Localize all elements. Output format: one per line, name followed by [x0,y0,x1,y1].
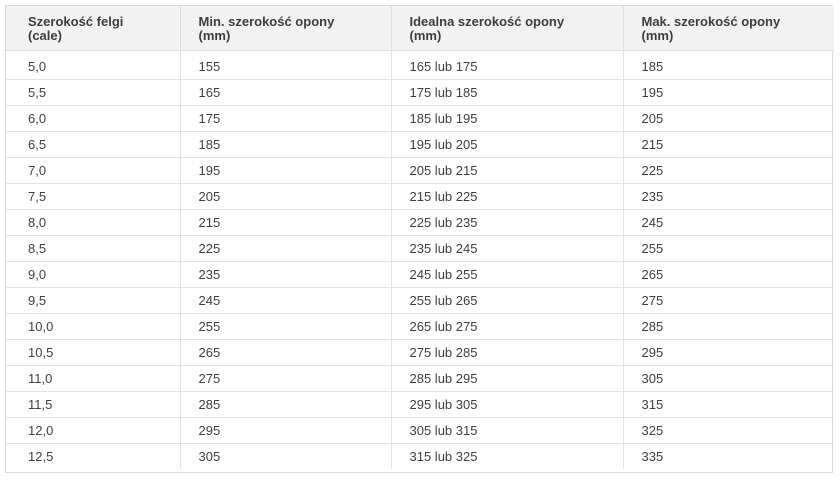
table-row [6,50,834,79]
cell-rim-width: 11,5 [6,391,180,417]
table-row [6,287,834,313]
cell-min-tire-width: 235 [180,261,391,287]
table-header [6,6,834,50]
cell-min-tire-width: 265 [180,339,391,365]
cell-ideal-tire-width: 235 lub 245 [391,235,623,261]
cell-max-tire-width: 225 [623,157,834,183]
cell-min-tire-width: 305 [180,443,391,469]
cell-min-tire-width: 215 [180,209,391,235]
cell-max-tire-width: 335 [623,443,834,469]
table-body [6,50,834,469]
cell-min-tire-width: 165 [180,79,391,105]
cell-max-tire-width: 185 [623,50,834,79]
cell-max-tire-width: 245 [623,209,834,235]
cell-max-tire-width: 205 [623,105,834,131]
cell-ideal-tire-width: 255 lub 265 [391,287,623,313]
cell-min-tire-width: 155 [180,50,391,79]
cell-min-tire-width: 175 [180,105,391,131]
cell-rim-width: 5,0 [28,59,47,74]
cell-ideal-tire-width: 275 lub 285 [391,339,623,365]
table-row [6,235,834,261]
cell-max-tire-width: 325 [623,417,834,443]
cell-max-tire-width: 315 [623,391,834,417]
table-row [6,209,834,235]
cell-min-tire-width: 285 [180,391,391,417]
cell-max-tire-width: 215 [623,131,834,157]
cell-rim-width: 10,0 [6,313,180,339]
cell-rim-width: 12,0 [6,417,180,443]
cell-max-tire-width: 275 [623,287,834,313]
cell-ideal-tire-width: 245 lub 255 [391,261,623,287]
table-row [6,313,834,339]
cell-ideal-tire-width: 165 lub 175 [391,50,623,79]
header-ideal-tire-width: Idealna szerokość opony (mm) [391,6,623,50]
table-row [6,183,834,209]
cell-rim-width: 12,5 [6,443,180,469]
header-row [6,6,834,50]
table-row [6,261,834,287]
cell-min-tire-width: 245 [180,287,391,313]
table-row [6,105,834,131]
header-max-tire-width: Mak. szerokość opony (mm) [623,6,834,50]
cell-max-tire-width: 265 [623,261,834,287]
cell-ideal-tire-width: 175 lub 185 [391,79,623,105]
cell-min-tire-width: 205 [180,183,391,209]
cell-max-tire-width: 195 [623,79,834,105]
cell-rim-width: 7,0 [6,157,180,183]
cell-ideal-tire-width: 285 lub 295 [391,365,623,391]
cell-ideal-tire-width: 225 lub 235 [391,209,623,235]
table-row [6,131,834,157]
cell-rim-width: 8,0 [6,209,180,235]
tire-width-table-container [5,5,833,473]
tire-width-table [6,6,834,469]
cell-ideal-tire-width: 185 lub 195 [391,105,623,131]
cell-rim-width: 9,5 [6,287,180,313]
cell-ideal-tire-width: 265 lub 275 [391,313,623,339]
table-row [6,391,834,417]
cell-min-tire-width: 185 [180,131,391,157]
table-row [6,157,834,183]
cell-rim-width: 6,0 [6,105,180,131]
cell-ideal-tire-width: 205 lub 215 [391,157,623,183]
table-row [6,339,834,365]
cell-ideal-tire-width: 305 lub 315 [391,417,623,443]
cell-ideal-tire-width: 295 lub 305 [391,391,623,417]
table-row [6,417,834,443]
cell-max-tire-width: 285 [623,313,834,339]
cell-rim-width: 7,5 [6,183,180,209]
cell-min-tire-width: 225 [180,235,391,261]
table-row [6,79,834,105]
cell-ideal-tire-width: 215 lub 225 [391,183,623,209]
header-rim-width: Szerokość felgi (cale) [6,6,180,50]
cell-rim-width: 8,5 [6,235,180,261]
cell-rim-width: 5,5 [6,79,180,105]
cell-min-tire-width: 295 [180,417,391,443]
cell-ideal-tire-width: 195 lub 205 [391,131,623,157]
table-row [6,443,834,469]
cell-min-tire-width: 195 [180,157,391,183]
cell-min-tire-width: 255 [180,313,391,339]
cell-rim-width: 10,5 [6,339,180,365]
cell-max-tire-width: 235 [623,183,834,209]
table-row [6,365,834,391]
cell-ideal-tire-width: 315 lub 325 [391,443,623,469]
cell-rim-width: 6,5 [6,131,180,157]
cell-max-tire-width: 255 [623,235,834,261]
header-min-tire-width: Min. szerokość opony (mm) [180,6,391,50]
cell-rim-width: 9,0 [6,261,180,287]
cell-max-tire-width: 305 [623,365,834,391]
cell-min-tire-width: 275 [180,365,391,391]
cell-rim-width: 11,0 [6,365,180,391]
cell-max-tire-width: 295 [623,339,834,365]
